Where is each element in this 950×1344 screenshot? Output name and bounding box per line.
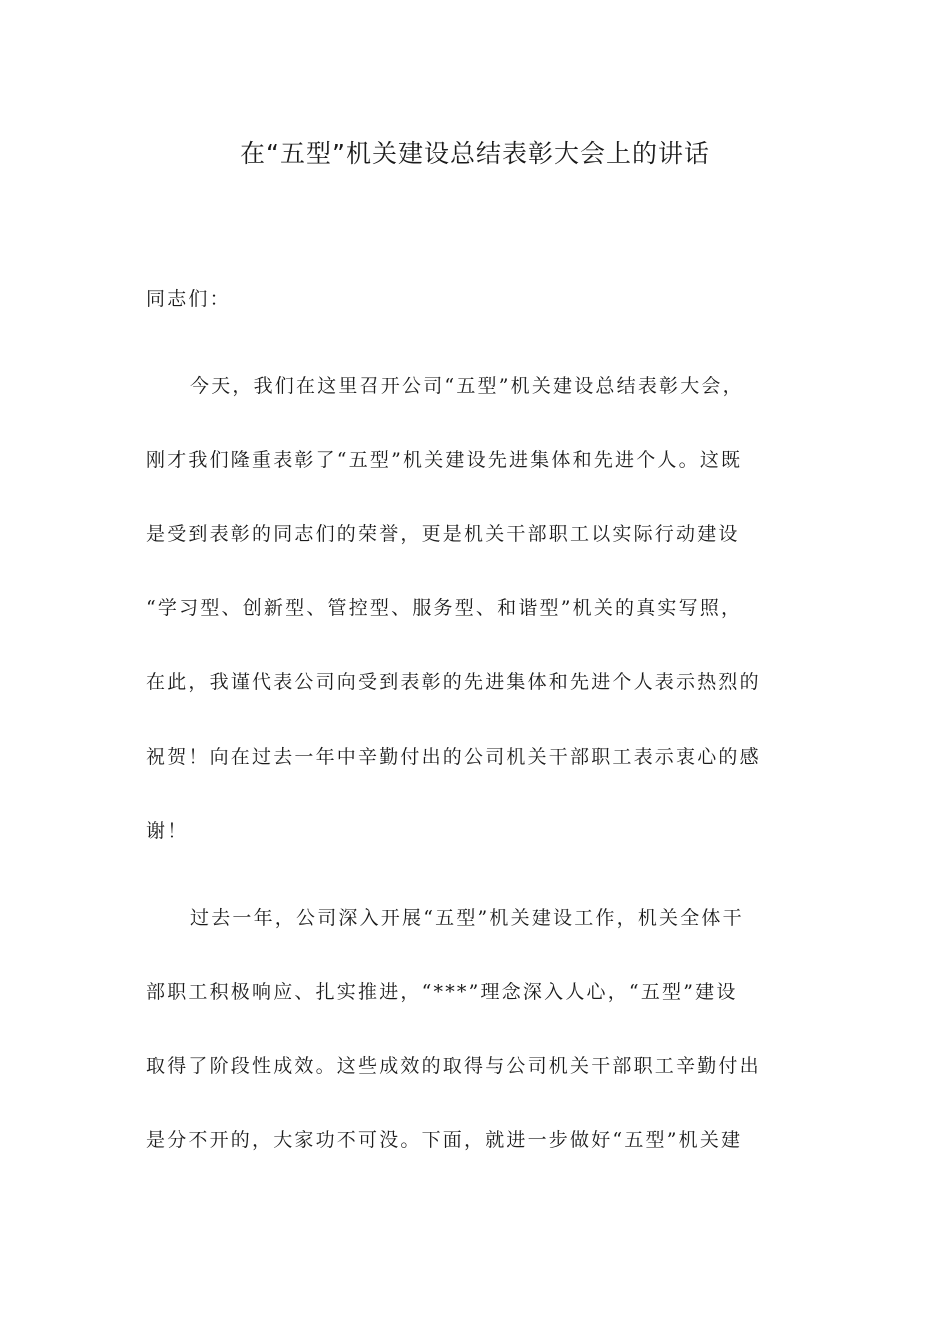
paragraph-line: 在此，我谨代表公司向受到表彰的先进集体和先进个人表示热烈的	[146, 671, 761, 693]
paragraph-line: 是分不开的，大家功不可没。下面，就进一步做好“五型”机关建	[146, 1129, 743, 1151]
paragraph-line: 部职工积极响应、扎实推进，“***”理念深入人心，“五型”建设	[146, 981, 738, 1003]
salutation: 同志们：	[146, 288, 231, 310]
paragraph-line: 祝贺！向在过去一年中辛勤付出的公司机关干部职工表示衷心的感	[146, 746, 761, 768]
paragraph-line: 是受到表彰的同志们的荣誉，更是机关干部职工以实际行动建设	[146, 523, 740, 545]
paragraph-line: 谢！	[146, 820, 189, 842]
paragraph-line: “学习型、创新型、管控型、服务型、和谐型”机关的真实写照，	[146, 597, 743, 619]
paragraph-line: 过去一年，公司深入开展“五型”机关建设工作，机关全体干	[190, 907, 744, 929]
page-title: 在“五型”机关建设总结表彰大会上的讲话	[240, 139, 710, 168]
paragraph-line: 今天，我们在这里召开公司“五型”机关建设总结表彰大会，	[190, 375, 744, 397]
paragraph-line: 刚才我们隆重表彰了“五型”机关建设先进集体和先进个人。这既	[146, 449, 743, 471]
paragraph-line: 取得了阶段性成效。这些成效的取得与公司机关干部职工辛勤付出	[146, 1055, 761, 1077]
